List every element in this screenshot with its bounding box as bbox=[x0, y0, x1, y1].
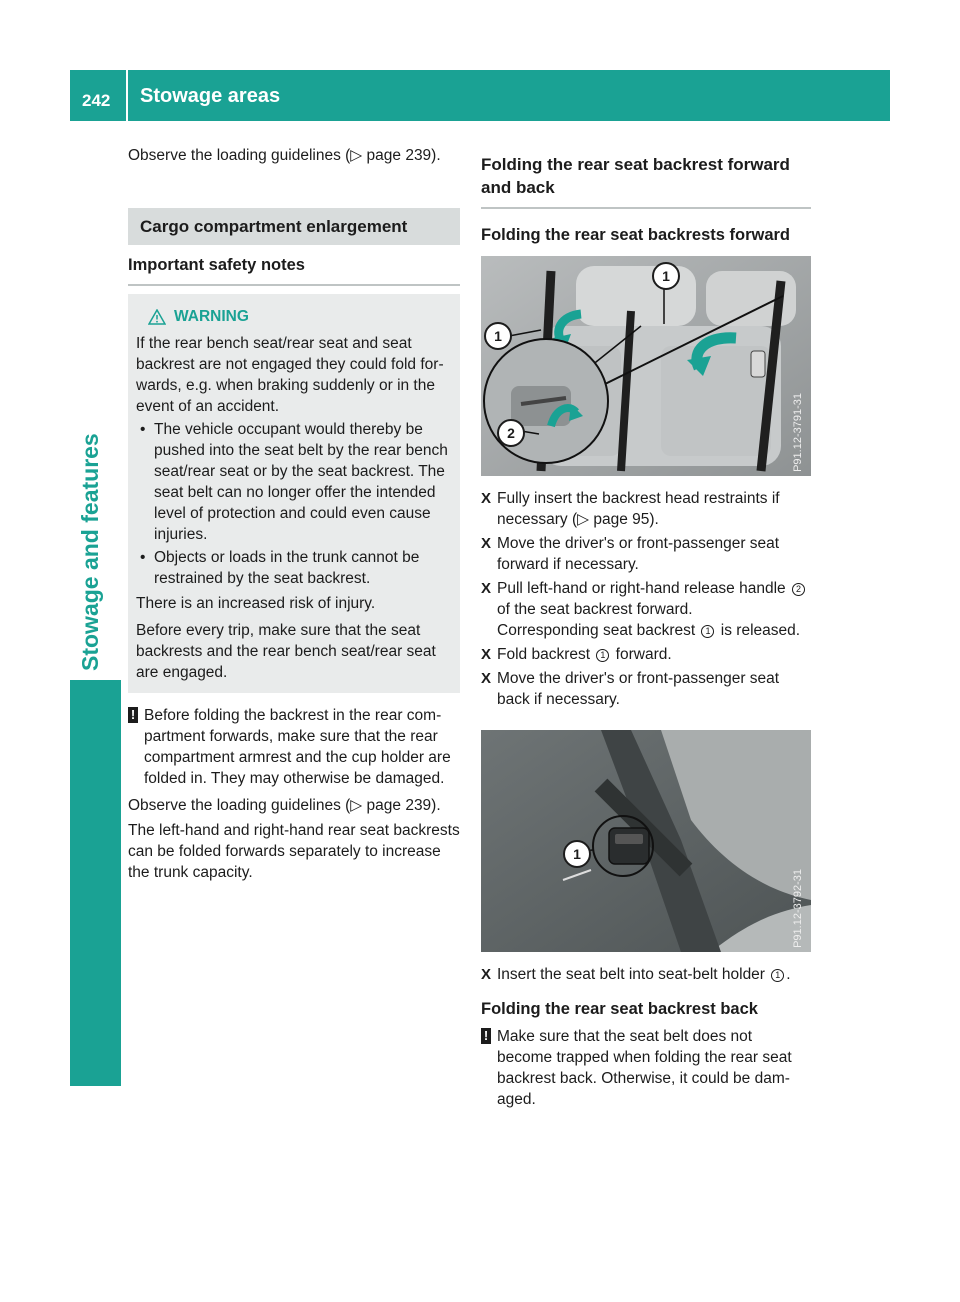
step-fold-backrest: X Fold backrest 1 forward. bbox=[481, 646, 672, 663]
warning-bullet: • The vehicle occupant would thereby be pushed into the seat belt by the rear bench seat/rear seat or by the seat backrest. The seat belt can no longer offer the intended level of protection and could even cause injuries. bbox=[136, 419, 452, 545]
exclamation-icon: ! bbox=[128, 707, 138, 723]
step-insert-belt: X Insert the seat belt into seat-belt holder 1 . bbox=[481, 966, 791, 983]
warning-risk: There is an increased risk of injury. bbox=[136, 595, 376, 612]
warning-bullet: • Objects or loads in the trunk cannot be restrained by the seat backrest. bbox=[136, 547, 452, 589]
rear-seat-backrest-illustration bbox=[481, 256, 811, 476]
step-head-restraints: X Fully insert the backrest head restraints if necessary (▷ page 95). bbox=[481, 490, 780, 528]
loading-guidelines-ref: Observe the loading guidelines (▷ page 239). bbox=[128, 147, 441, 164]
subsection-title: Important safety notes bbox=[128, 245, 460, 286]
page-number: 242 bbox=[82, 91, 111, 110]
step-marker-icon: X bbox=[481, 670, 492, 687]
loading-guidelines-ref-2: Observe the loading guidelines (▷ page 239). bbox=[128, 797, 441, 814]
section-title-fold: Folding the rear seat backrest forward and back bbox=[481, 145, 811, 209]
belt-trap-note: ! Make sure that the seat belt does not become trapped when folding the rear seat backrest back. Otherwise, it could be dam-aged. bbox=[481, 1026, 811, 1110]
damage-note: ! Before folding the backrest in the rear com-partment forwards, make sure that the rear compartment armrest and the cup holder are folded in. They may otherwise be damaged. bbox=[128, 705, 460, 789]
chapter-title: Stowage areas bbox=[140, 85, 281, 107]
trunk-capacity-text: The left-hand and right-hand rear seat backrests can be folded forwards separately to increase the trunk capacity. bbox=[128, 822, 460, 881]
step-pull-handle: X Pull left-hand or right-hand release handle 2 of the seat backrest forward. Corresponding seat backrest 1 is released. bbox=[481, 578, 811, 641]
subsection-fold-back: Folding the rear seat backrest back bbox=[481, 1000, 758, 1018]
step-marker-icon: X bbox=[481, 966, 492, 983]
section-title: Cargo compartment enlargement bbox=[128, 208, 460, 245]
warning-title: WARNING bbox=[148, 306, 452, 327]
warning-advice: Before every trip, make sure that the seat backrests and the rear bench seat/rear seat are engaged. bbox=[136, 622, 436, 681]
callout-ref-1: 1 bbox=[596, 649, 609, 662]
callout-ref-1: 1 bbox=[701, 625, 714, 638]
callout-seat-belt-holder: 1 bbox=[563, 840, 591, 868]
warning-triangle-icon bbox=[148, 309, 166, 325]
page-header bbox=[70, 70, 890, 121]
callout-release-handle: 2 bbox=[497, 419, 525, 447]
image-code: P91.12-3791-31 bbox=[792, 393, 804, 472]
side-tab bbox=[70, 680, 121, 1086]
callout-ref-2: 2 bbox=[792, 583, 805, 596]
step-marker-icon: X bbox=[481, 535, 492, 552]
seat-belt-photo bbox=[481, 730, 811, 952]
callout-backrest: 1 bbox=[652, 262, 680, 290]
step-move-seat: X Move the driver's or front-passenger seat forward if necessary. bbox=[481, 535, 780, 573]
seat-belt-holder-illustration bbox=[481, 730, 811, 952]
exclamation-icon: ! bbox=[481, 1028, 491, 1044]
step-marker-icon: X bbox=[481, 646, 492, 663]
left-column bbox=[128, 145, 460, 883]
callout-backrest-left: 1 bbox=[484, 322, 512, 350]
step-move-seat-back: X Move the driver's or front-passenger seat back if necessary. bbox=[481, 670, 780, 708]
rear-seat-photo bbox=[481, 256, 811, 476]
step-marker-icon: X bbox=[481, 490, 492, 507]
step-marker-icon: X bbox=[481, 580, 492, 597]
warning-intro: If the rear bench seat/rear seat and seat backrest are not engaged they could fold for-wards, e.g. when braking suddenly or in the event of an accident. bbox=[136, 335, 444, 415]
subsection-fold-forward: Folding the rear seat backrests forward bbox=[481, 226, 791, 244]
header-divider bbox=[126, 70, 128, 121]
warning-box bbox=[128, 294, 460, 693]
right-column bbox=[481, 145, 811, 1110]
callout-ref-1: 1 bbox=[771, 969, 784, 982]
image-code-2: P91.12-3792-31 bbox=[792, 869, 804, 948]
